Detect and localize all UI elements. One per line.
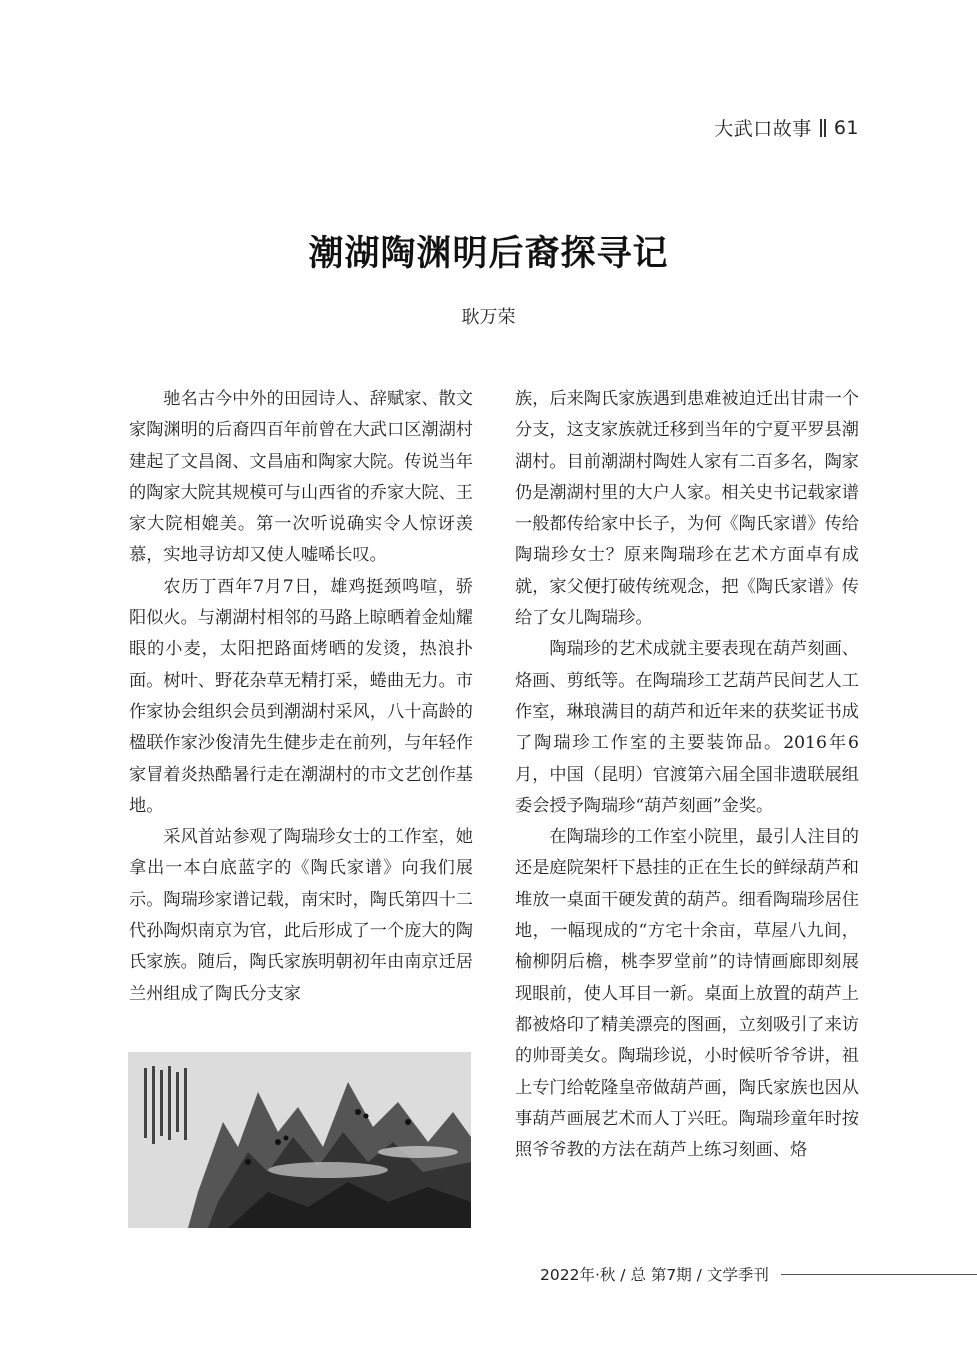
page-footer xyxy=(540,1263,977,1285)
article-title: 潮湖陶渊明后裔探寻记 xyxy=(308,233,669,274)
paragraph-4: 陶瑞珍的艺术成就主要表现在葫芦刻画、烙画、剪纸等。在陶瑞珍工艺葫芦民间艺人工作室，琳琅满目的葫芦和近年来的获奖证书成了陶瑞珍工作室的主要装饰品。2016年6月，中国（昆明）官渡第六届全国非遗联展组委会授予陶瑞珍“葫芦刻画”金奖。 xyxy=(515,639,859,816)
landscape-painting-icon xyxy=(128,1052,471,1228)
issue-info: 2022年·秋 / 总 第7期 / 文学季刊 xyxy=(540,1266,769,1284)
paragraph-3: 采风首站参观了陶瑞珍女士的工作室，她拿出一本白底蓝字的《陶氏家谱》向我们展示。陶瑞珍家谱记载，南宋时，陶氏第四十二代孙陶炽南京为官，此后形成了一个庞大的陶氏家族。随后，陶氏家族明朝初年由南京迁居兰州组成了陶氏分支家 xyxy=(129,827,473,1004)
paragraph-2: 农历丁酉年7月7日，雄鸡挺颈鸣喧，骄阳似火。与潮湖村相邻的马路上晾晒着金灿耀眼的小麦，太阳把路面烤晒的发烫，热浪扑面。树叶、野花杂草无精打采，蜷曲无力。市作家协会组织会员到潮湖村采风，八十高龄的楹联作家沙俊清先生健步走在前列，与年轻作家冒着炎热酷暑行走在潮湖村的市文艺创作基地。 xyxy=(129,576,473,816)
landscape-painting-image xyxy=(128,1052,471,1228)
left-column xyxy=(129,384,473,1010)
separator xyxy=(820,119,826,137)
paragraph-1: 驰名古今中外的田园诗人、辞赋家、散文家陶渊明的后裔四百年前曾在大武口区潮湖村建起了文昌阁、文昌庙和陶家大院。传说当年的陶家大院其规模可与山西省的乔家大院、王家大院相媲美。第一次听说确实令人惊讶羡慕，实地寻访却又使人嘘唏长叹。 xyxy=(129,389,473,566)
running-head xyxy=(714,114,859,141)
right-column xyxy=(515,384,859,1166)
paragraph-5: 在陶瑞珍的工作室小院里，最引人注目的还是庭院架杆下悬挂的正在生长的鲜绿葫芦和堆放一桌面干硬发黄的葫芦。细看陶瑞珍居住地，一幅现成的“方宅十余亩，草屋八九间，榆柳阴后檐，桃李罗堂前”的诗情画廊即刻展现眼前，使人耳目一新。桌面上放置的葫芦上都被烙印了精美漂亮的图画，立刻吸引了来访的帅哥美女。陶瑞珍说，小时候听爷爷讲，祖上专门给乾隆皇帝做葫芦画，陶氏家族也因从事葫芦画展艺术而人丁兴旺。陶瑞珍童年时按照爷爷教的方法在葫芦上练习刻画、烙 xyxy=(515,827,859,1161)
paragraph-3-continued: 族，后来陶氏家族遇到患难被迫迁出甘肃一个分支，这支家族就迁移到当年的宁夏平罗县潮湖村。目前潮湖村陶姓人家有二百多名，陶家仍是潮湖村里的大户人家。相关史书记载家谱一般都传给家中长子，为何《陶氏家谱》传给陶瑞珍女士？原来陶瑞珍在艺术方面卓有成就，家父便打破传统观念，把《陶氏家谱》传给了女儿陶瑞珍。 xyxy=(515,389,859,629)
article-author: 耿万荣 xyxy=(461,307,516,328)
footer-rule xyxy=(781,1274,977,1275)
page-number: 61 xyxy=(833,116,859,139)
section-name: 大武口故事 xyxy=(714,118,812,140)
